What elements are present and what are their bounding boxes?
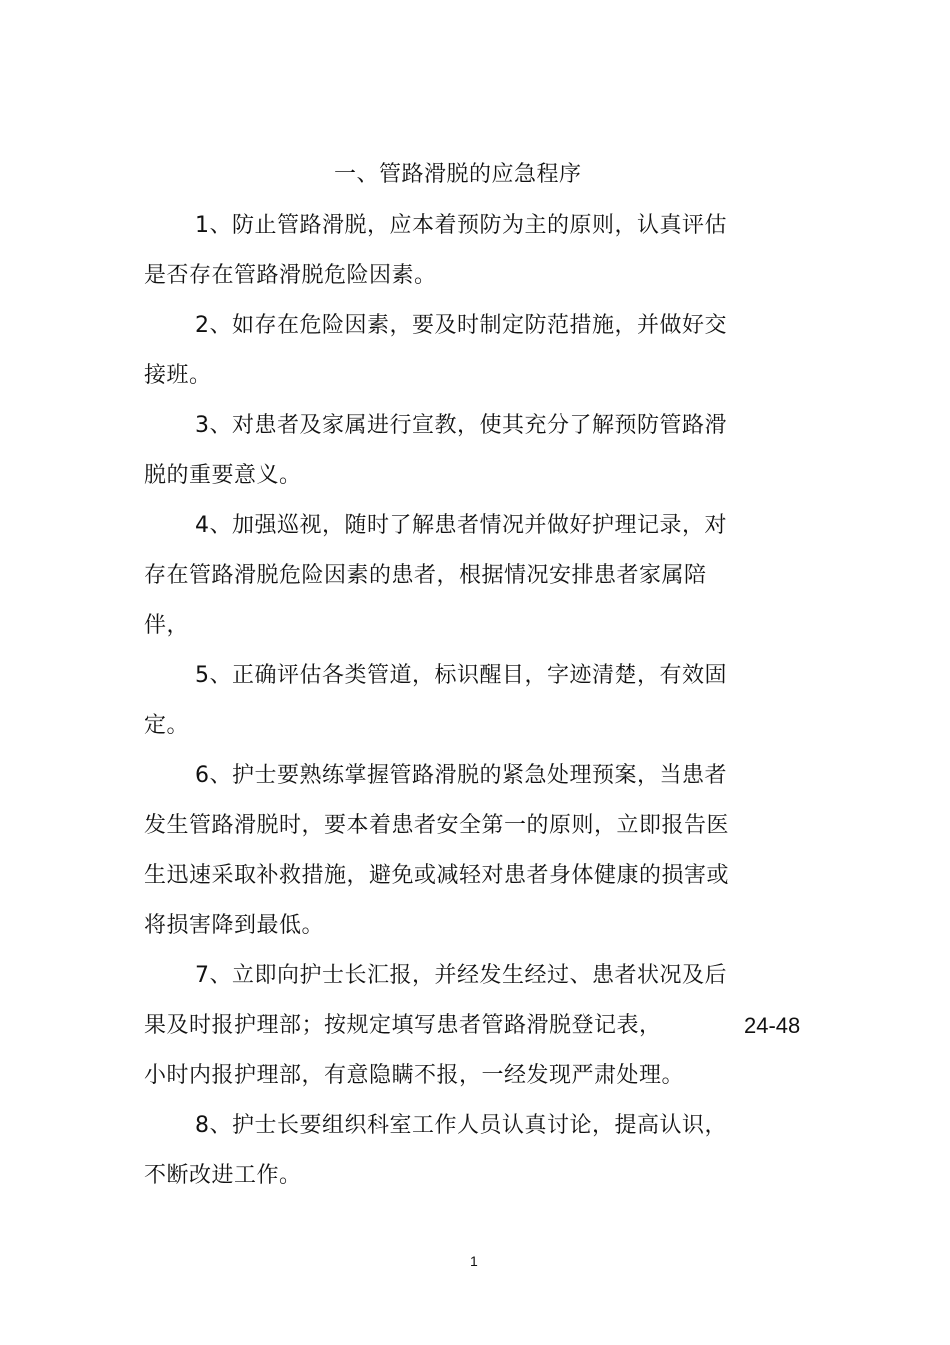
paragraph-7-line-2: 果及时报护理部；按规定填写患者管路滑脱登记表， — [144, 1013, 662, 1038]
document-title: 一、管路滑脱的应急程序 — [334, 162, 582, 187]
paragraph-7-line-3: 小时内报护理部，有意隐瞒不报，一经发现严肃处理。 — [144, 1063, 685, 1088]
paragraph-1-line-2: 是否存在管路滑脱危险因素。 — [144, 263, 437, 288]
paragraph-8-line-1: 8、护士长要组织科室工作人员认真讨论，提高认识， — [195, 1113, 727, 1138]
paragraph-2-line-1: 2、如存在危险因素，要及时制定防范措施，并做好交 — [195, 313, 727, 338]
time-range-text: 24-48 — [744, 1013, 801, 1038]
paragraph-2-line-2: 接班。 — [144, 363, 212, 388]
paragraph-6-line-1: 6、护士要熟练掌握管路滑脱的紧急处理预案，当患者 — [195, 763, 727, 788]
paragraph-1-line-1: 1、防止管路滑脱，应本着预防为主的原则，认真评估 — [195, 213, 727, 238]
paragraph-5-line-2: 定。 — [144, 713, 190, 738]
paragraph-4-line-3: 伴， — [144, 613, 190, 638]
paragraph-3-line-2: 脱的重要意义。 — [144, 463, 302, 488]
paragraph-6-line-4: 将损害降到最低。 — [144, 913, 325, 938]
page-number: 1 — [470, 1253, 478, 1269]
paragraph-6-line-2: 发生管路滑脱时，要本着患者安全第一的原则，立即报告医 — [144, 813, 730, 838]
paragraph-4-line-2: 存在管路滑脱危险因素的患者，根据情况安排患者家属陪 — [144, 563, 707, 588]
paragraph-3-line-1: 3、对患者及家属进行宣教，使其充分了解预防管路滑 — [195, 413, 727, 438]
paragraph-6-line-3: 生迅速采取补救措施，避免或减轻对患者身体健康的损害或 — [144, 863, 730, 888]
paragraph-7-line-1: 7、立即向护士长汇报，并经发生经过、患者状况及后 — [195, 963, 727, 988]
paragraph-4-line-1: 4、加强巡视，随时了解患者情况并做好护理记录，对 — [195, 513, 727, 538]
paragraph-8-line-2: 不断改进工作。 — [144, 1163, 302, 1188]
paragraph-5-line-1: 5、正确评估各类管道，标识醒目，字迹清楚，有效固 — [195, 663, 727, 688]
